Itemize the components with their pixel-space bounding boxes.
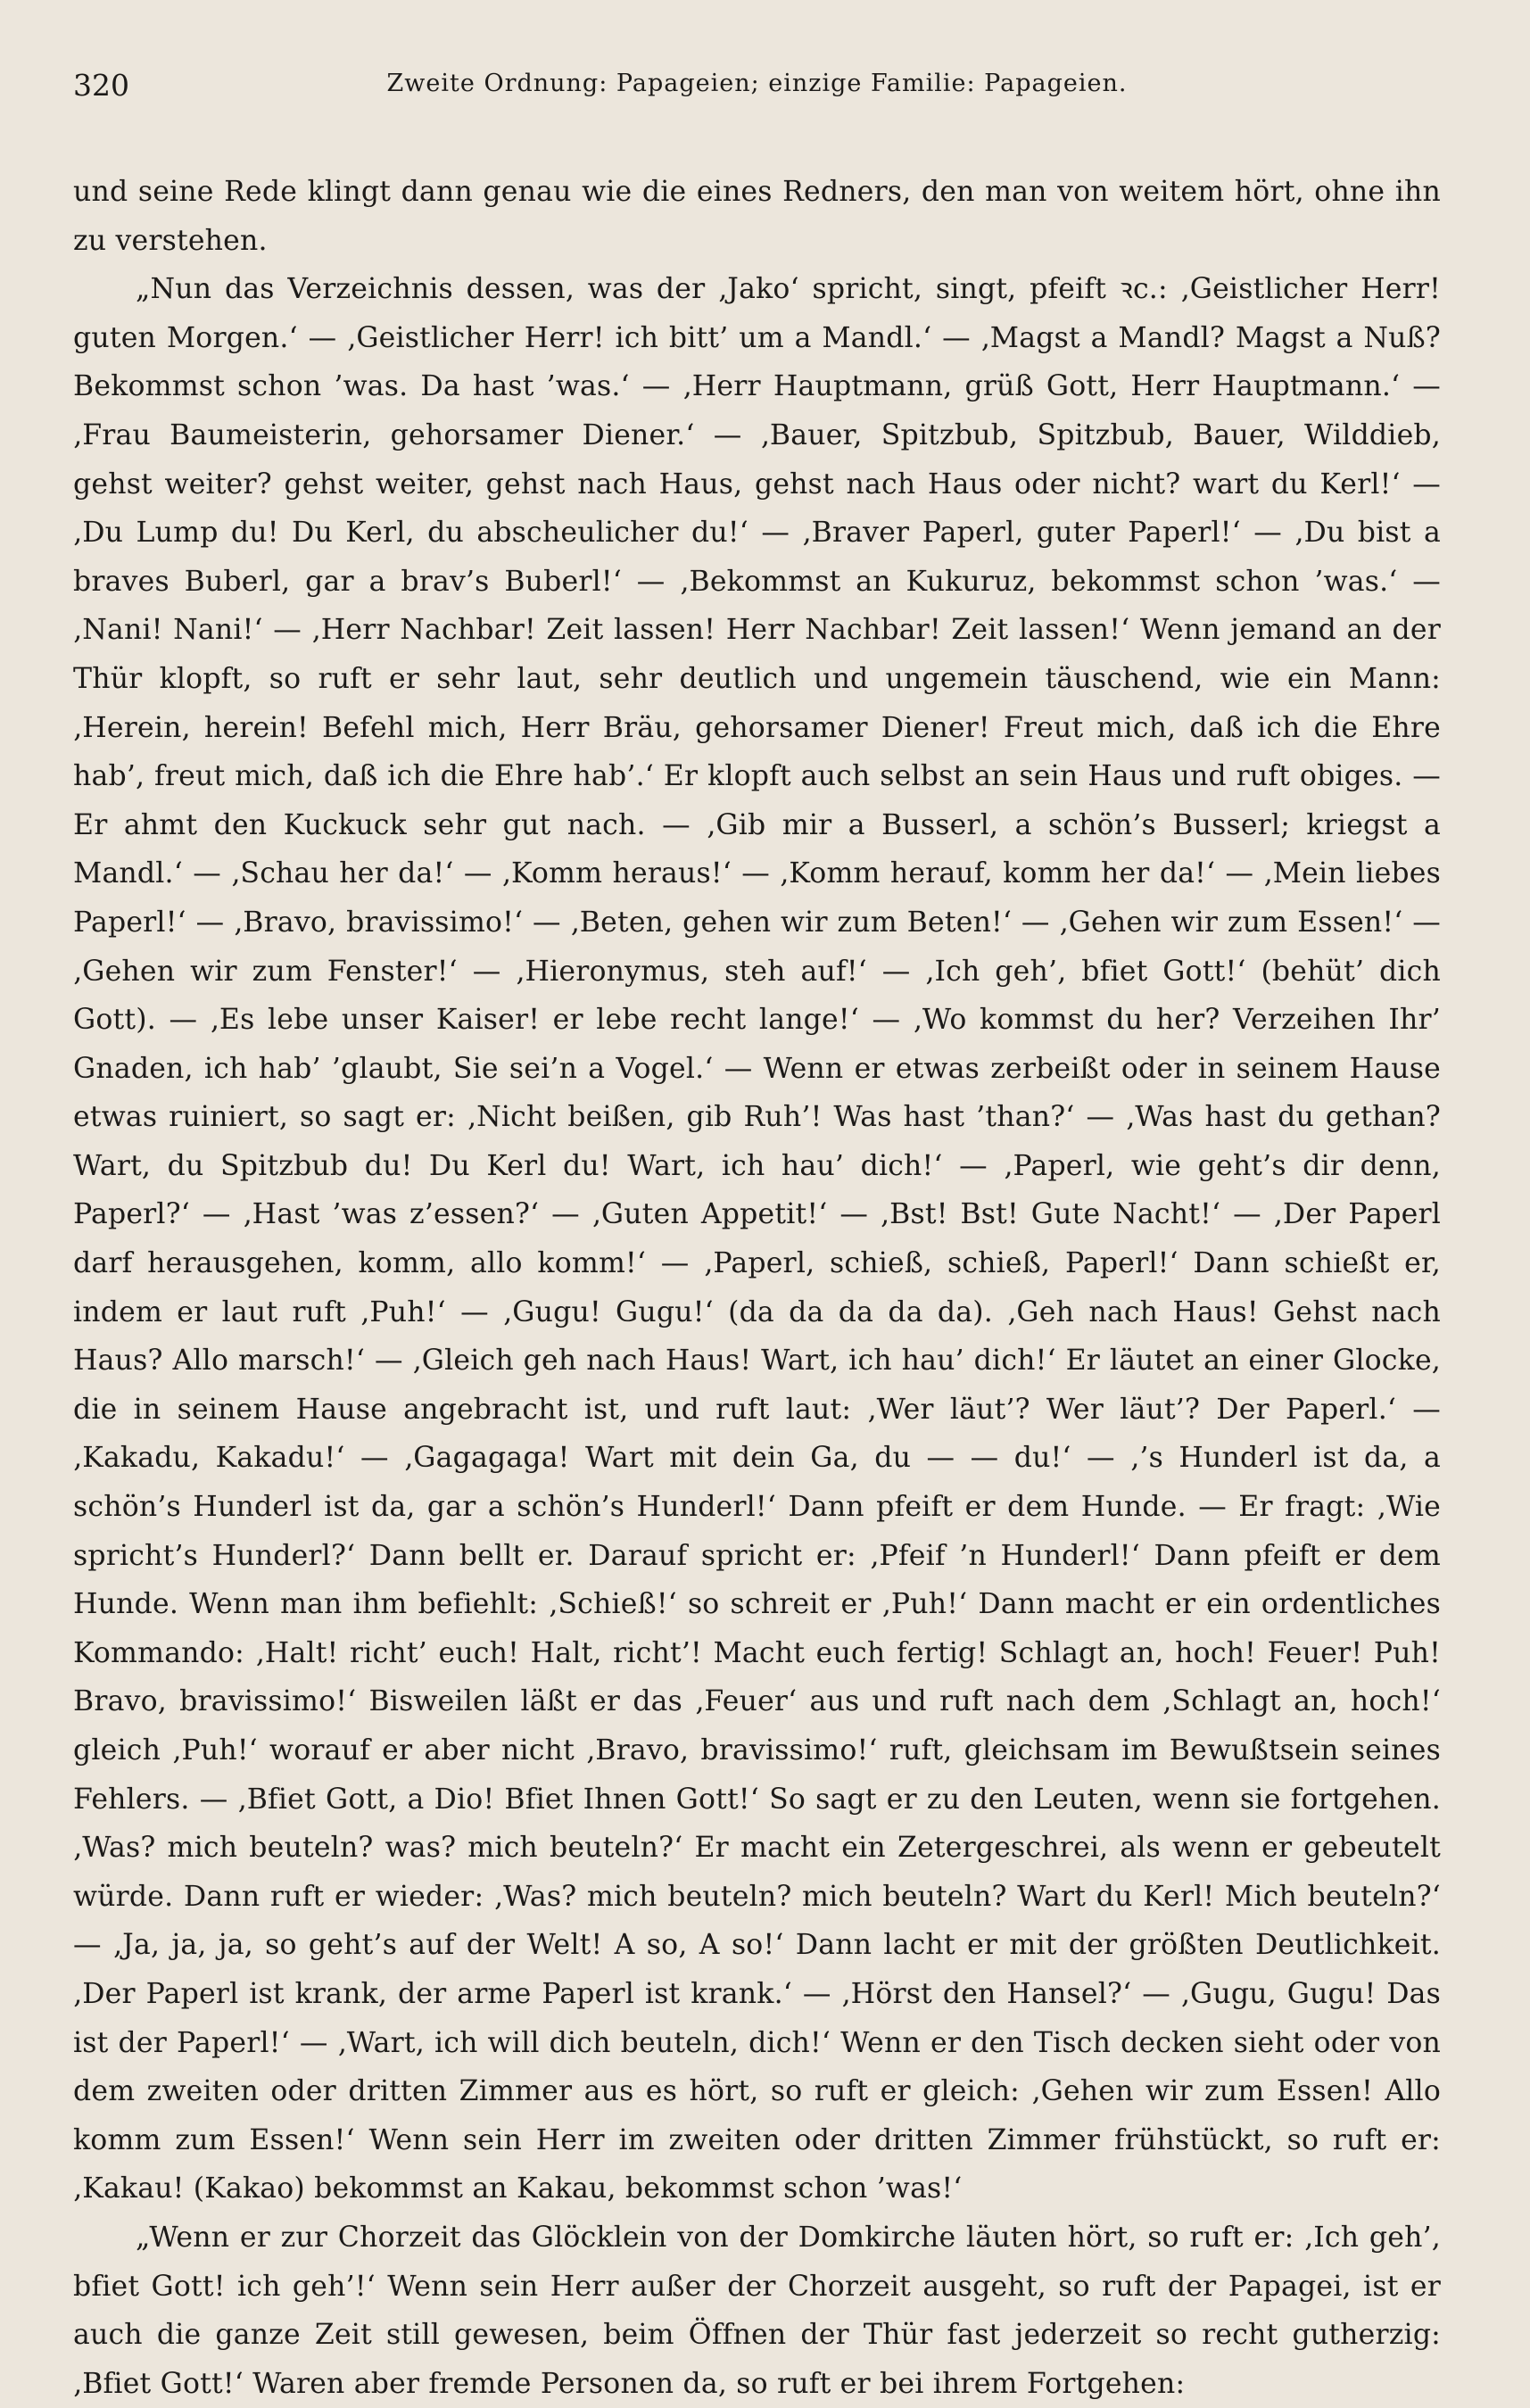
running-head <box>73 59 1441 112</box>
paragraph-parrot-vocabulary: „Nun das Verzeichnis dessen, was der ‚Jako‘ spricht, singt, pfeift ꝛc.: ‚Geistlicher Herr! guten Morgen.‘ — ‚Geistlicher Herr! ich bitt’ um a Mandl.‘ — ‚Magst a Mandl? Magst a Nuß? Bekommst schon ’was. Da hast ’was.‘ — ‚Herr Hauptmann, grüß Gott, Herr Hauptmann.‘ — ‚Frau Baumeisterin, gehorsamer Diener.‘ — ‚Bauer, Spitzbub, Spitzbub, Bauer, Wilddieb, gehst weiter? gehst weiter, gehst nach Haus, gehst nach Haus oder nicht? wart du Kerl!‘ — ‚Du Lump du! Du Kerl, du abscheulicher du!‘ — ‚Braver Paperl, guter Paperl!‘ — ‚Du bist a braves Buberl, gar a brav’s Buberl!‘ — ‚Bekommst an Kukuruz, bekommst schon ’was.‘ — ‚Nani! Nani!‘ — ‚Herr Nachbar! Zeit lassen! Herr Nachbar! Zeit lassen!‘ Wenn jemand an der Thür klopft, so ruft er sehr laut, sehr deutlich und ungemein täuschend, wie ein Mann: ‚Herein, herein! Befehl mich, Herr Bräu, gehorsamer Diener! Freut mich, daß ich die Ehre hab’, freut mich, daß ich die Ehre hab’.‘ Er klopft auch selbst an sein Haus und ruft obiges. — Er ahmt den Kuckuck sehr gut nach. — ‚Gib mir a Busserl, a schön’s Busserl; kriegst a Mandl.‘ — ‚Schau her da!‘ — ‚Komm heraus!‘ — ‚Komm herauf, komm her da!‘ — ‚Mein liebes Paperl!‘ — ‚Bravo, bravissimo!‘ — ‚Beten, gehen wir zum Beten!‘ — ‚Gehen wir zum Essen!‘ — ‚Gehen wir zum Fenster!‘ — ‚Hieronymus, steh auf!‘ — ‚Ich geh’, bfiet Gott!‘ (behüt’ dich Gott). — ‚Es lebe unser Kaiser! er lebe recht lange!‘ — ‚Wo kommst du her? Verzeihen Ihr’ Gnaden, ich hab’ ’glaubt, Sie sei’n a Vogel.‘ — Wenn er etwas zerbeißt oder in seinem Hause etwas ruiniert, so sagt er: ‚Nicht beißen, gib Ruh’! Was hast ’than?‘ — ‚Was hast du gethan? Wart, du Spitzbub du! Du Kerl du! Wart, ich hau’ dich!‘ — ‚Paperl, wie geht’s dir denn, Paperl?‘ — ‚Hast ’was z’essen?‘ — ‚Guten Appetit!‘ — ‚Bst! Bst! Gute Nacht!‘ — ‚Der Paperl darf herausgehen, komm, allo komm!‘ — ‚Paperl, schieß, schieß, Paperl!‘ Dann schießt er, indem er laut ruft ‚Puh!‘ — ‚Gugu! Gugu!‘ (da da da da da). ‚Geh nach Haus! Gehst nach Haus? Allo marsch!‘ — ‚Gleich geh nach Haus! Wart, ich hau’ dich!‘ Er läutet an einer Glocke, die in seinem Hause angebracht ist, und ruft laut: ‚Wer läut’? Wer läut’? Der Paperl.‘ — ‚Kakadu, Kakadu!‘ — ‚Gagagaga! Wart mit dein Ga, du — — du!‘ — ‚’s Hunderl ist da, a schön’s Hunderl ist da, gar a schön’s Hunderl!‘ Dann pfeift er dem Hunde. — Er fragt: ‚Wie spricht’s Hunderl?‘ Dann bellt er. Darauf spricht er: ‚Pfeif ’n Hunderl!‘ Dann pfeift er dem Hunde. Wenn man ihm befiehlt: ‚Schieß!‘ so schreit er ‚Puh!‘ Dann macht er ein ordentliches Kommando: ‚Halt! richt’ euch! Halt, richt’! Macht euch fertig! Schlagt an, hoch! Feuer! Puh! Bravo, bravissimo!‘ Bisweilen läßt er das ‚Feuer‘ aus und ruft nach dem ‚Schlagt an, hoch!‘ gleich ‚Puh!‘ worauf er aber nicht ‚Bravo, bravissimo!‘ ruft, gleichsam im Bewußtsein seines Fehlers. — ‚Bfiet Gott, a Dio! Bfiet Ihnen Gott!‘ So sagt er zu den Leuten, wenn sie fortgehen. ‚Was? mich beuteln? was? mich beuteln?‘ Er macht ein Zetergeschrei, als wenn er gebeutelt würde. Dann ruft er wieder: ‚Was? mich beuteln? mich beuteln? Wart du Kerl! Mich beuteln?‘ — ‚Ja, ja, ja, so geht’s auf der Welt! A so, A so!‘ Dann lacht er mit der größten Deutlichkeit. ‚Der Paperl ist krank, der arme Paperl ist krank.‘ — ‚Hörst den Hansel?‘ — ‚Gugu, Gugu! Das ist der Paperl!‘ — ‚Wart, ich will dich beuteln, dich!‘ Wenn er den Tisch decken sieht oder von dem zweiten oder dritten Zimmer aus es hört, so ruft er gleich: ‚Gehen wir zum Essen! Allo komm zum Essen!‘ Wenn sein Herr im zweiten oder dritten Zimmer frühstückt, so ruft er: ‚Kakau! (Kakao) bekommst an Kakau, bekommst schon ’was!‘ <box>73 273 1441 2205</box>
body-text <box>73 168 1441 2408</box>
paragraph-chorzeit: „Wenn er zur Chorzeit das Glöcklein von der Domkirche läuten hört, so ruft er: ‚Ich geh’, bfiet Gott! ich geh’!‘ Wenn sein Herr außer der Chorzeit ausgeht, so ruft der Papagei, ist er auch die ganze Zeit still gewesen, beim Öffnen der Thür fast jederzeit so recht gutherzig: ‚Bfiet Gott!‘ Waren aber fremde Personen da, so ruft er bei ihrem Fortgehen: <box>73 2221 1441 2400</box>
page-number: 320 <box>73 68 129 103</box>
running-title: Zweite Ordnung: Papageien; einzige Familie: Papageien. <box>386 70 1128 97</box>
paragraph-continuation: und seine Rede klingt dann genau wie die eines Redners, den man von weitem hört, ohne ihn zu verstehen. <box>73 176 1441 257</box>
